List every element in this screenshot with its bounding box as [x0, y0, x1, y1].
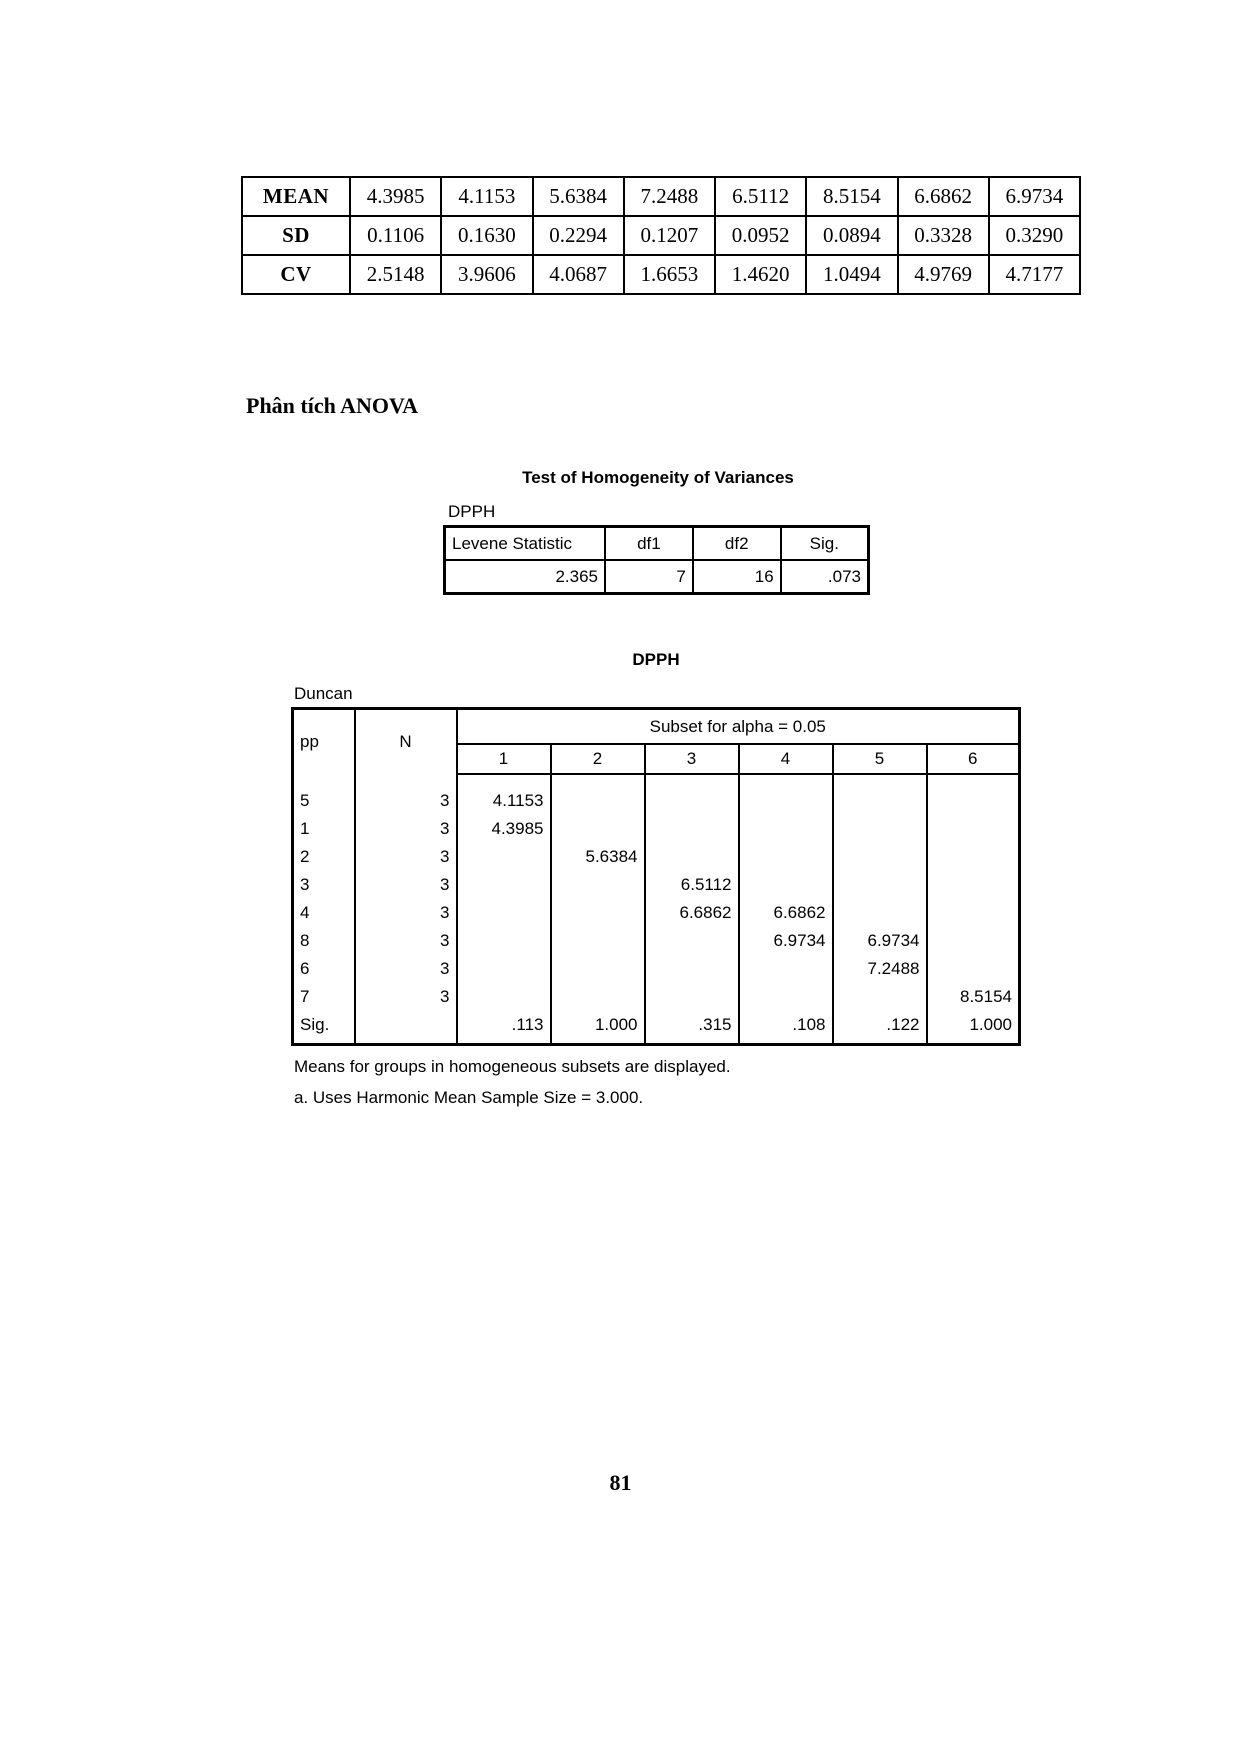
homogeneity-table	[443, 525, 870, 595]
cell-n: 3	[355, 871, 457, 899]
cell-subset-4	[739, 955, 833, 983]
table-row	[293, 871, 1020, 899]
cell-pp: 7	[293, 983, 355, 1011]
cell-cv-2: 3.9606	[441, 255, 532, 294]
cell-pp: 5	[293, 774, 355, 815]
table-row	[242, 177, 1080, 216]
cell-mean-3: 5.6384	[533, 177, 624, 216]
cell-subset-3	[645, 774, 739, 815]
cell-sig-subset-2: 1.000	[551, 1011, 645, 1045]
cell-subset-4	[739, 871, 833, 899]
cell-n: 3	[355, 899, 457, 927]
cell-subset-5	[833, 983, 927, 1011]
cell-subset-2	[551, 983, 645, 1011]
cell-sd-4: 0.1207	[624, 216, 715, 255]
cell-mean-8: 6.9734	[989, 177, 1080, 216]
duncan-homogeneous-subsets-table	[291, 707, 1021, 1046]
cell-n: 3	[355, 983, 457, 1011]
duncan-output-block	[291, 650, 1021, 1108]
cell-subset-1	[457, 871, 551, 899]
column-header-subset-4: 4	[739, 744, 833, 774]
duncan-method-label: Duncan	[294, 684, 353, 703]
cell-subset-6: 8.5154	[960, 987, 1012, 1006]
table-row-sig	[293, 1011, 1020, 1045]
cell-n: 3	[355, 774, 457, 815]
cell-pp: 4	[293, 899, 355, 927]
cell-cv-7: 4.9769	[898, 255, 989, 294]
cell-subset-3	[645, 815, 739, 843]
cell-cv-1: 2.5148	[350, 255, 441, 294]
cell-subset-1	[457, 843, 551, 871]
column-header-sig: Sig.	[781, 527, 869, 561]
cell-subset-5: 6.9734	[833, 927, 927, 955]
cell-subset-5	[833, 843, 927, 871]
column-header-n: N	[355, 709, 457, 775]
cell-n: 3	[355, 815, 457, 843]
summary-statistics-table	[241, 176, 1081, 295]
cell-subset-2: 5.6384	[551, 843, 645, 871]
row-header-sig: Sig.	[293, 1011, 355, 1045]
column-header-subset-1: 1	[457, 744, 551, 774]
cell-subset-5	[833, 815, 927, 843]
column-header-subset-2: 2	[551, 744, 645, 774]
cell-sd-1: 0.1106	[350, 216, 441, 255]
table-row	[293, 774, 1020, 815]
duncan-note-means-displayed: Means for groups in homogeneous subsets are displayed.	[294, 1057, 731, 1076]
cell-subset-6	[927, 899, 1020, 927]
column-header-subset-3: 3	[645, 744, 739, 774]
cell-sd-7: 0.3328	[898, 216, 989, 255]
duncan-title: DPPH	[632, 650, 680, 669]
cell-subset-6	[927, 955, 1020, 983]
cell-mean-4: 7.2488	[624, 177, 715, 216]
cell-pp: 2	[293, 843, 355, 871]
cell-subset-5	[833, 774, 927, 815]
table-row	[293, 899, 1020, 927]
cell-sd-6: 0.0894	[806, 216, 897, 255]
cell-n: 3	[355, 927, 457, 955]
cell-subset-1	[457, 927, 551, 955]
cell-subset-2	[551, 955, 645, 983]
cell-subset-3	[645, 927, 739, 955]
cell-mean-1: 4.3985	[350, 177, 441, 216]
cell-subset-2	[551, 774, 645, 815]
cell-sig: .073	[781, 560, 869, 594]
row-header-cv: CV	[242, 255, 350, 294]
cell-sd-2: 0.1630	[441, 216, 532, 255]
table-row	[445, 560, 869, 594]
cell-pp: 1	[293, 815, 355, 843]
duncan-note-harmonic-mean: a. Uses Harmonic Mean Sample Size = 3.000.	[294, 1088, 644, 1107]
column-header-subset-6: 6	[927, 744, 1020, 774]
cell-sig-n	[355, 1011, 457, 1045]
cell-subset-4	[739, 774, 833, 815]
cell-subset-4: 6.6862	[739, 899, 833, 927]
cell-pp: 3	[293, 871, 355, 899]
cell-subset-5: 7.2488	[833, 955, 927, 983]
cell-mean-6: 8.5154	[806, 177, 897, 216]
cell-subset-1: 4.1153	[457, 774, 551, 815]
cell-subset-6	[927, 927, 1020, 955]
column-header-subset-alpha: Subset for alpha = 0.05	[457, 709, 1020, 745]
column-header-levene-statistic: Levene Statistic	[445, 527, 606, 561]
cell-mean-2: 4.1153	[441, 177, 532, 216]
cell-subset-3	[645, 983, 739, 1011]
cell-mean-7: 6.6862	[898, 177, 989, 216]
cell-subset-3: 6.5112	[645, 871, 739, 899]
cell-pp: 8	[293, 927, 355, 955]
cell-sig-subset-3: .315	[645, 1011, 739, 1045]
cell-subset-6	[927, 843, 1020, 871]
cell-df1: 7	[605, 560, 693, 594]
table-row	[242, 255, 1080, 294]
cell-subset-1: 4.3985	[457, 815, 551, 843]
table-header-row-top	[293, 709, 1020, 745]
cell-subset-4	[739, 983, 833, 1011]
cell-subset-2	[551, 815, 645, 843]
table-row	[242, 216, 1080, 255]
cell-subset-2	[551, 871, 645, 899]
table-row	[293, 843, 1020, 871]
cell-subset-4	[739, 815, 833, 843]
summary-statistics-table-wrapper	[241, 176, 1081, 295]
cell-sig-subset-6: 1.000	[969, 1015, 1012, 1034]
cell-subset-4	[739, 843, 833, 871]
cell-df2: 16	[693, 560, 781, 594]
cell-mean-5: 6.5112	[715, 177, 806, 216]
cell-cv-3: 4.0687	[533, 255, 624, 294]
cell-levene-statistic: 2.365	[445, 560, 606, 594]
cell-subset-1	[457, 899, 551, 927]
column-header-subset-5: 5	[833, 744, 927, 774]
cell-sd-5: 0.0952	[715, 216, 806, 255]
cell-sig-subset-1: .113	[457, 1011, 551, 1045]
cell-cv-6: 1.0494	[806, 255, 897, 294]
cell-subset-3	[645, 843, 739, 871]
column-header-df2: df2	[693, 527, 781, 561]
homogeneity-dependent-variable: DPPH	[448, 502, 496, 521]
cell-subset-1	[457, 955, 551, 983]
cell-n: 3	[355, 955, 457, 983]
table-row	[293, 815, 1020, 843]
cell-subset-3: 6.6862	[645, 899, 739, 927]
table-header-row	[445, 527, 869, 561]
cell-pp: 6	[293, 955, 355, 983]
cell-cv-5: 1.4620	[715, 255, 806, 294]
cell-subset-2	[551, 927, 645, 955]
cell-n: 3	[355, 843, 457, 871]
cell-subset-4: 6.9734	[739, 927, 833, 955]
cell-sig-subset-5: .122	[833, 1011, 927, 1045]
cell-subset-5	[833, 871, 927, 899]
cell-subset-6	[927, 815, 1020, 843]
cell-subset-5	[833, 899, 927, 927]
cell-subset-1	[457, 983, 551, 1011]
homogeneity-title: Test of Homogeneity of Variances	[522, 468, 794, 487]
cell-subset-3	[645, 955, 739, 983]
section-heading-anova: Phân tích ANOVA	[246, 393, 418, 418]
cell-sig-subset-4: .108	[739, 1011, 833, 1045]
cell-cv-8: 4.7177	[989, 255, 1080, 294]
page-number: 81	[609, 1470, 632, 1495]
row-header-mean: MEAN	[242, 177, 350, 216]
cell-subset-6	[927, 774, 1020, 815]
table-row	[293, 955, 1020, 983]
column-header-df1: df1	[605, 527, 693, 561]
cell-sd-3: 0.2294	[533, 216, 624, 255]
row-header-sd: SD	[242, 216, 350, 255]
cell-cv-4: 1.6653	[624, 255, 715, 294]
column-header-pp: pp	[293, 709, 355, 775]
cell-subset-2	[551, 899, 645, 927]
cell-sd-8: 0.3290	[989, 216, 1080, 255]
table-row	[293, 927, 1020, 955]
cell-subset-6	[927, 871, 1020, 899]
homogeneity-output-block	[443, 468, 873, 595]
table-row	[293, 983, 1020, 1011]
